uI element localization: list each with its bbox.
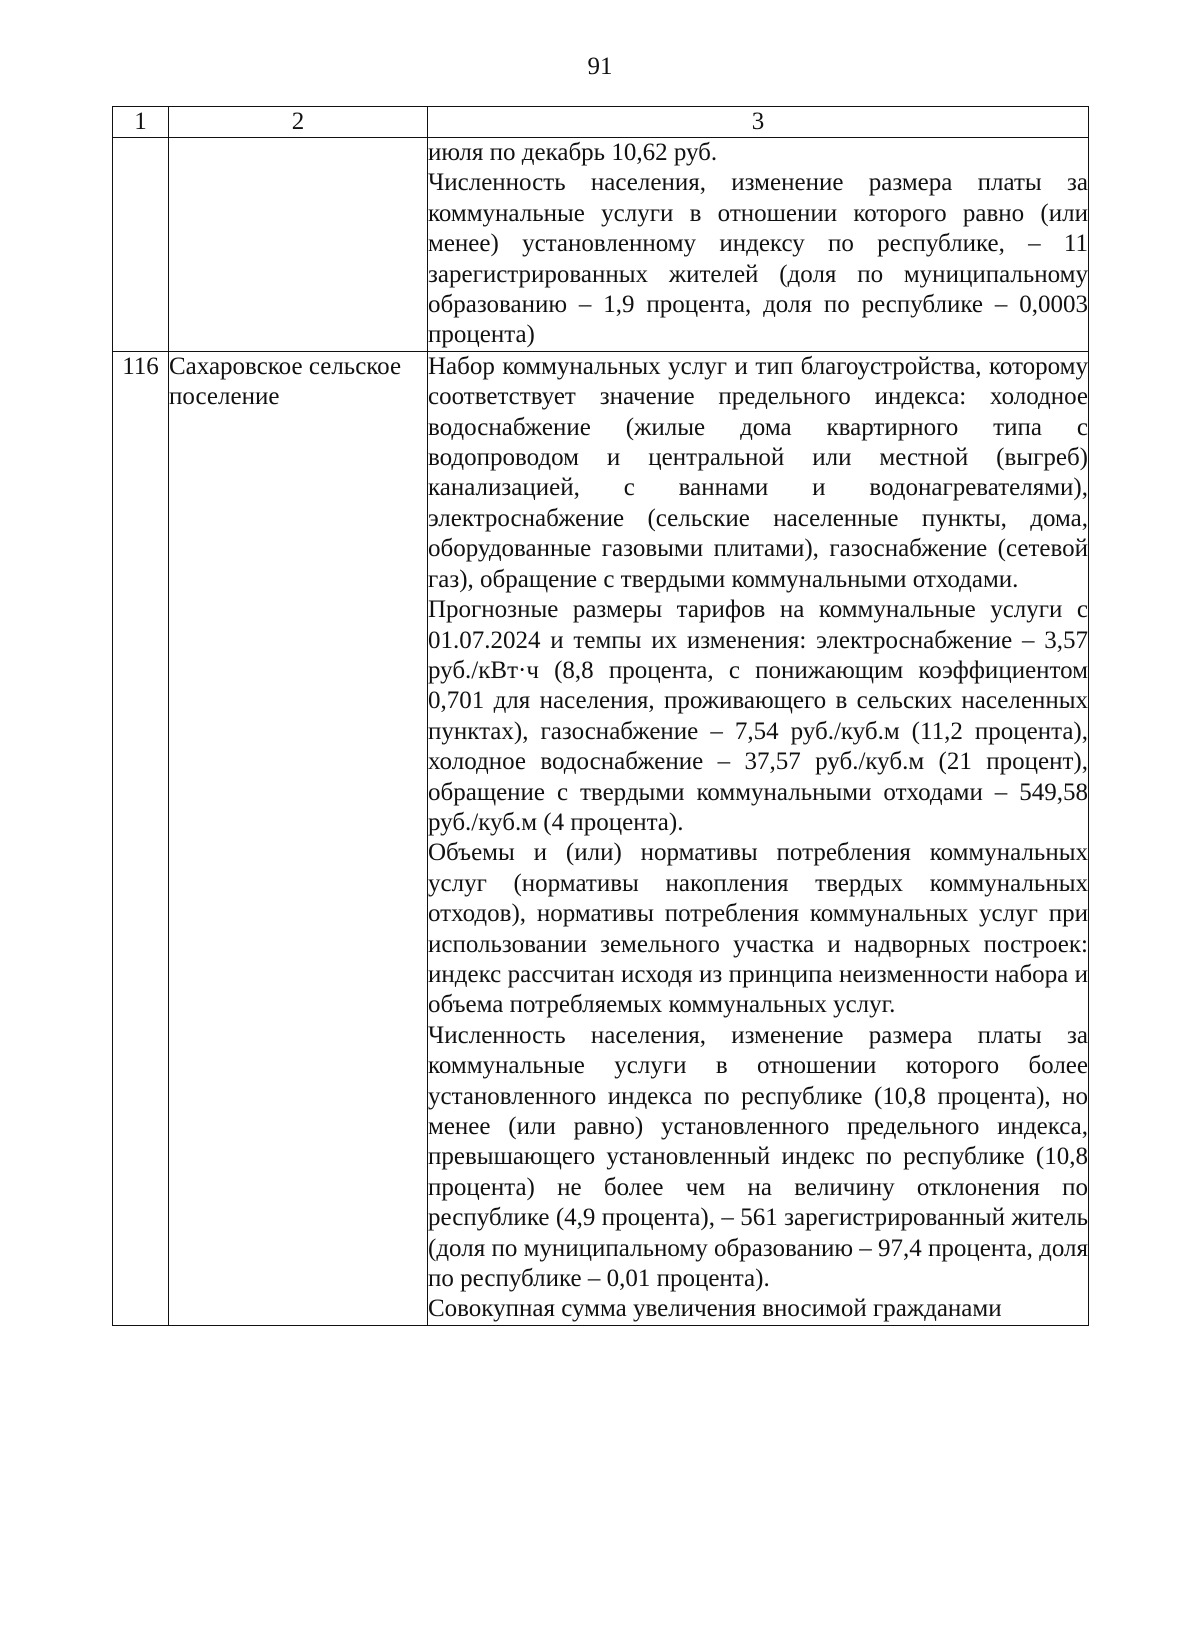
description-cell bbox=[428, 138, 1089, 352]
description-paragraph: июля по декабрь 10,62 руб. bbox=[428, 139, 718, 166]
description-cell bbox=[428, 351, 1089, 1325]
page-number: 91 bbox=[587, 53, 613, 80]
table-row-continuation bbox=[113, 138, 1089, 352]
description-paragraph: Совокупная сумма увеличения вносимой гражданами bbox=[428, 1295, 1002, 1323]
municipality-name-cell bbox=[169, 138, 428, 352]
description-paragraph: Численность населения, изменение размера платы за коммунальные услуги в отношении которого более установленного индекса по республике (10,8 процента), но менее (или равно) установленного предельного индекса, превышающего установленный индекс по республике (10,8 процента) не более чем на величину отклонения по республике (4,9 процента), – 561 зарегистрированный житель (доля по муниципальному образованию – 97,4 процента, доля по республике – 0,01 процента). bbox=[428, 1021, 1088, 1293]
column-header-3: 3 bbox=[428, 107, 1089, 138]
row-number-cell: 116 bbox=[113, 351, 169, 1325]
table-row-116 bbox=[113, 351, 1089, 1325]
row-number-cell bbox=[113, 138, 169, 352]
description-paragraph: Численность населения, изменение размера платы за коммунальные услуги в отношении которого равно (или менее) установленному индексу по республике, – 11 зарегистрированных жителей (доля по муниципальному образованию – 1,9 процента, доля по республике – 0,0003 процента) bbox=[428, 169, 1088, 349]
table-header-row bbox=[113, 107, 1089, 138]
description-paragraph: Прогнозные размеры тарифов на коммунальные услуги с 01.07.2024 и темпы их изменения: электроснабжение – 3,57 руб./кВт·ч (8,8 процента, с понижающим коэффициентом 0,701 для населения, проживающего в сельских населенных пунктах), газоснабжение – 7,54 руб./куб.м (11,2 процента), холодное водоснабжение – 37,57 руб./куб.м (21 процент), обращение с твердыми коммунальными отходами – 549,58 руб./куб.м (4 процента). bbox=[428, 596, 1088, 836]
description-paragraph: Набор коммунальных услуг и тип благоустройства, которому соответствует значение предельного индекса: холодное водоснабжение (жилые дома квартирного типа с водопроводом и центральной или местной (выгреб) канализацией, с ваннами и водонагревателями), электроснабжение (сельские населенные пункты, дома, оборудованные газовыми плитами), газоснабжение (сетевой газ), обращение с твердыми коммунальными отходами. bbox=[428, 352, 1088, 593]
column-header-2: 2 bbox=[169, 107, 428, 138]
municipality-name-cell: Сахаровское сельское поселение bbox=[169, 351, 428, 1325]
description-paragraph: Объемы и (или) нормативы потребления коммунальных услуг (нормативы накопления твердых коммунальных отходов), нормативы потребления коммунальных услуг при использовании земельного участка и надворных построек: индекс рассчитан исходя из принципа неизменности набора и объема потребляемых коммунальных услуг. bbox=[428, 839, 1088, 1019]
municipal-index-table bbox=[112, 106, 1089, 1326]
column-header-1: 1 bbox=[113, 107, 169, 138]
